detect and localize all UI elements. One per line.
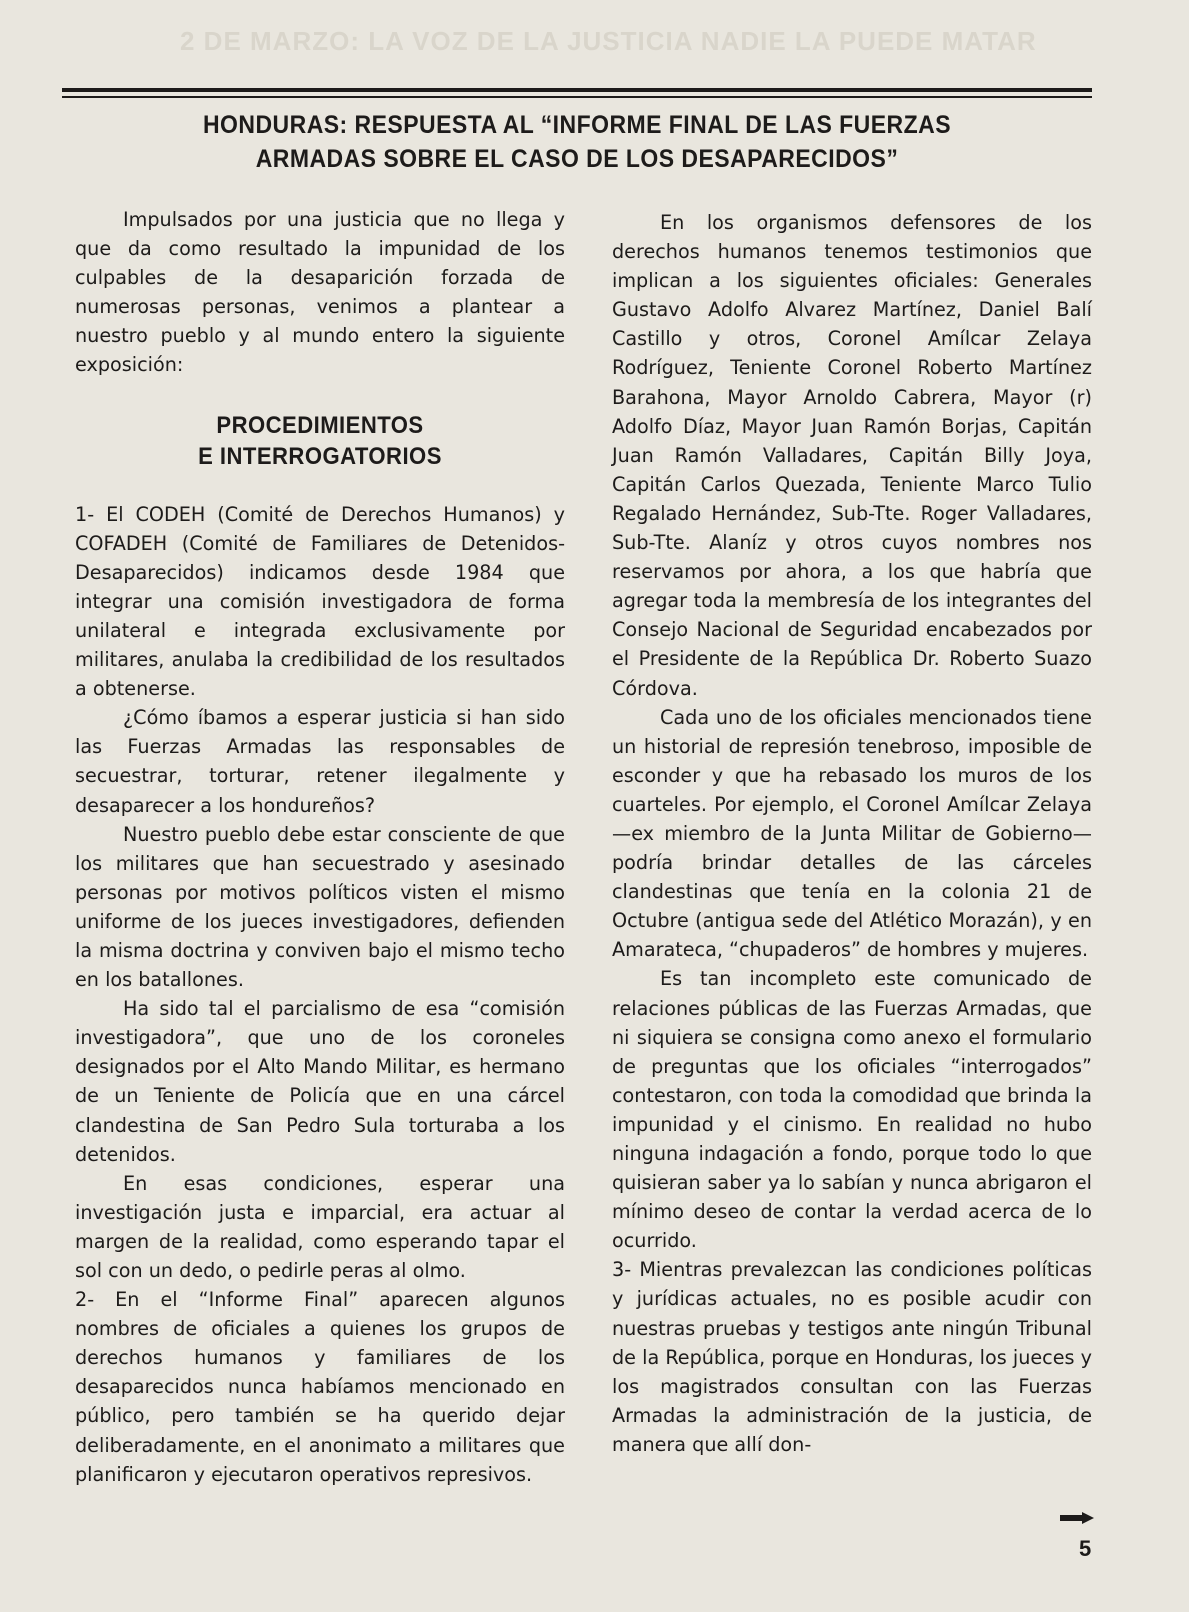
paragraph-incomplete: Es tan incompleto este comunicado de relaciones públicas de las Fuerzas Armadas, que ni siquiera se consigna como anexo el formulario de preguntas que los oficiales “interrogados” contestaron, con toda la comodidad que brinda la impunidad y el cinismo. En realidad no hubo ninguna indagación a fondo, porque todo lo que quisieran saber ya lo sabían y nunca abrigaron el mínimo deseo de contar la verdad acerca de lo ocurrido. [612,967,1092,1253]
section-heading [95,410,546,472]
intro-paragraph: Impulsados por una justicia que no llega y que da como resultado la impunidad de los culpables de la desaparición forzada de numerosas personas, venimos a plantear a nuestro pueblo y al mundo entero la siguiente exposición: [75,208,565,377]
section-heading-line-2: E INTERROGATORIOS [198,442,442,470]
arrow-right-icon [1060,1512,1094,1524]
title-line-2: ARMADAS SOBRE EL CASO DE LOS DESAPARECIDOS” [255,145,899,173]
paragraph-officers: En los organismos defensores de los derechos humanos tenemos testimonios que implican a los siguientes oficiales: Generales Gustavo Adolfo Alvarez Martínez, Daniel Balí Castillo y otros, Coronel Amílcar Zelaya Rodríguez, Teniente Coronel Roberto Martínez Barahona, Mayor Arnoldo Cabrera, Mayor (r) Adolfo Díaz, Mayor Juan Ramón Borjas, Capitán Juan Ramón Valladares, Capitán Billy Joya, Capitán Carlos Quezada, Teniente Marco Tulio Regalado Hernández, Sub-Tte. Roger Valladares, Sub-Tte. Alaníz y otros cuyos nombres nos reservamos por ahora, a los que habría que agregar toda la membresía de los integrantes del Consejo Nacional de Seguridad encabezados por el Presidente de la República Dr. Roberto Suazo Córdova. [612,211,1092,700]
top-rule [62,88,1092,92]
paragraph-history: Cada uno de los oficiales mencionados tiene un historial de represión tenebroso, imposible de esconder y que ha rebasado los muros de los cuarteles. Por ejemplo, el Coronel Amílcar Zelaya —ex miembro de la Junta Militar de Gobierno— podría brindar detalles de las cárceles clandestinas que tenía en la colonia 21 de Octubre (antigua sede del Atlético Morazán), y en Amarateca, “chupaderos” de hombres y mujeres. [612,705,1092,962]
paragraph-1: 1- El CODEH (Comité de Derechos Humanos) y COFADEH (Comité de Familiares de Detenidos-Desaparecidos) indicamos desde 1984 que integrar una comisión investigadora de forma unilateral e integrada exclusivamente por militares, anulaba la credibilidad de los resultados a obtenerse. [75,502,565,701]
section-heading-line-1: PROCEDIMIENTOS [216,411,424,439]
right-column [612,208,1092,1459]
top-rule-thin [62,96,1092,98]
article-title [103,108,1051,176]
paragraph-6: 2- En el “Informe Final” aparecen algunos nombres de oficiales a quienes los grupos de derechos humanos y familiares de los desaparecidos nunca habíamos mencionado en público, pero también se ha querido dejar deliberadamente, en el anonimato a militares que planificaron y ejecutaron operativos represivos. [75,1288,565,1486]
left-column [75,205,565,1489]
paragraph-3: Nuestro pueblo debe estar consciente de que los militares que han secuestrado y asesinado personas por motivos políticos visten el mismo uniforme de los jueces investigadores, defienden la misma doctrina y conviven bajo el mismo techo en los batallones. [75,822,565,992]
paragraph-5: En esas condiciones, esperar una investigación justa e imparcial, era actuar al margen de la realidad, como esperando tapar el sol con un dedo, o pedirle peras al olmo. [75,1171,565,1282]
paragraph-4: Ha sido tal el parcialismo de esa “comisión investigadora”, que uno de los coroneles designados por el Alto Mando Militar, es hermano de un Teniente de Policía que en una cárcel clandestina de San Pedro Sula torturaba a los detenidos. [75,997,565,1166]
paragraph-3-conditions: 3- Mientras prevalezcan las condiciones políticas y jurídicas actuales, no es posible acudir con nuestras pruebas y testigos ante ningún Tribunal de la República, porque en Honduras, los jueces y los magistrados consultan con las Fuerzas Armadas la administración de la justicia, de manera que allí don- [612,1258,1092,1456]
title-line-1: HONDURAS: RESPUESTA AL “INFORME FINAL DE LAS FUERZAS [202,111,952,139]
bleed-through-header: 2 DE MARZO: LA VOZ DE LA JUSTICIA NADIE LA PUEDE MATAR [180,26,1037,56]
paragraph-2: ¿Cómo íbamos a esperar justicia si han sido las Fuerzas Armadas las responsables de secuestrar, torturar, retener ilegalmente y desaparecer a los hondureños? [75,706,565,817]
page-number: 5 [1079,1536,1092,1561]
